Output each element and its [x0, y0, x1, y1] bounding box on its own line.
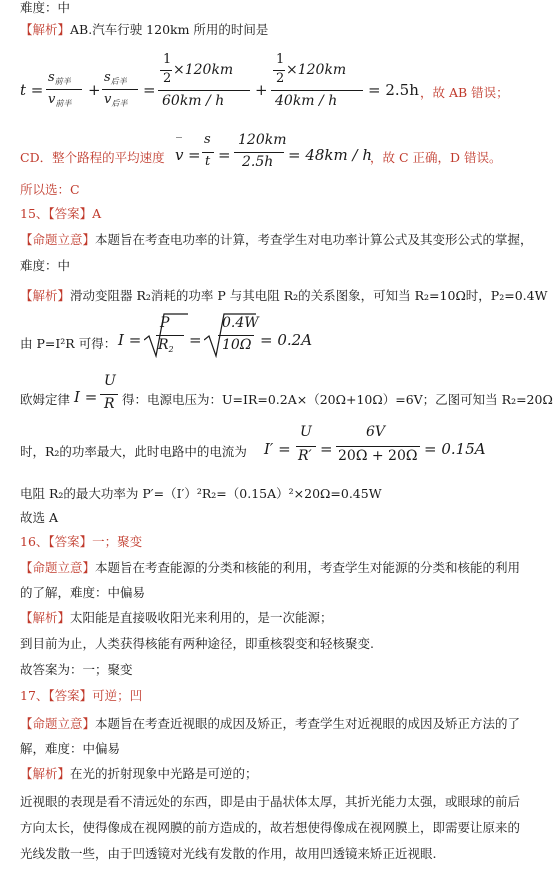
eq3-I: I =: [118, 331, 142, 349]
eq1-num2: ×120km: [286, 62, 347, 78]
eq3-result: = 0.2A: [260, 331, 313, 349]
eq1-plus: +: [88, 81, 101, 99]
eq1-half1-num: 1: [163, 52, 172, 67]
eq1-s2: $s_{后半}$: [104, 70, 127, 86]
eq2-eq1: =: [188, 146, 201, 164]
eq1-result: = 2.5h: [368, 81, 419, 99]
eq2-s: s: [204, 132, 211, 147]
eq1-bigfrac2-bar: [271, 90, 363, 91]
q16-intent-line: [20, 560, 520, 576]
eq1-half2-den: 2: [276, 71, 285, 86]
intent-tag: 【命题立意】: [20, 560, 96, 575]
q15-answer: 15、【答案】A: [20, 206, 102, 221]
eq2-result: = 48km / h: [288, 146, 372, 164]
eq3-den: 10Ω: [222, 337, 252, 353]
eq5-R: R′: [298, 448, 312, 464]
eq2-bar-accent: ‾: [176, 135, 182, 149]
analysis-text: 在光的折射现象中光路是可逆的；: [70, 766, 258, 781]
analysis-ab-line: [20, 22, 268, 38]
avg-speed-text: CD．整个路程的平均速度: [20, 150, 165, 165]
analysis-text: AB.汽车行驶 120km 所用的时间是: [70, 22, 269, 37]
eq5-eq: =: [320, 440, 333, 458]
q15-max-power: 电阻 R₂的最大功率为 P′=（I′）²R₂=（0.15A）²×20Ω=0.45W: [20, 486, 382, 501]
eq3-eq: =: [189, 331, 202, 349]
q16-intent-cont: 的了解，难度：中偏易: [20, 585, 146, 600]
eq5-I: I′ =: [264, 440, 291, 458]
eq2-tail: ，故 C 正确，D 错误。: [370, 150, 502, 165]
eq3-R2: $R_2$: [158, 337, 174, 354]
eq3-frac1-bar: [156, 335, 184, 336]
q17-analysis-4: 光线发散一些，由于凹透镜对光线有发散的作用，故用凹透镜来矫正近视眼.: [20, 846, 437, 861]
eq2-eq2: =: [218, 146, 231, 164]
eq5-den: 20Ω + 20Ω: [338, 448, 418, 464]
eq1-den2: 40km / h: [275, 93, 338, 109]
choice-line: 所以选：C: [20, 182, 80, 197]
eq5-U: U: [300, 424, 312, 440]
eq3-frac2-bar: [218, 335, 254, 336]
analysis-tag: 【解析】: [20, 288, 71, 303]
eq1-eq: =: [143, 81, 156, 99]
q17-analysis-3: 方向太长，使得像成在视网膜的前方造成的，故若想使得像成在视网膜上，即需要让原来的: [20, 820, 521, 835]
eq2-v: v: [175, 146, 184, 164]
max-current-prefix: 时，R₂的功率最大，此时电路中的电流为: [20, 444, 247, 459]
eq1-bigfrac1-bar: [158, 90, 250, 91]
q16-analysis-2: 到目前为止，人类获得核能有两种途径，即重核裂变和轻核聚变.: [20, 636, 374, 651]
q17-analysis-line: [20, 766, 258, 782]
intent-text: 本题旨在考查电功率的计算，考查学生对电功率计算公式及其变形公式的掌握，: [95, 232, 533, 247]
eq3-num: 0.4W: [222, 315, 259, 331]
analysis-text: 太阳能是直接吸收阳光来利用的，是一次能源；: [70, 610, 333, 625]
eq2-t: t: [205, 154, 211, 169]
eq4-U: U: [104, 373, 116, 389]
intent-tag: 【命题立意】: [20, 232, 96, 247]
analysis-tag: 【解析】: [20, 766, 71, 781]
eq1-frac1-bar: [46, 89, 82, 90]
eq1-half2-num: 1: [276, 52, 285, 67]
eq4-R: R: [104, 396, 115, 412]
eq1-v1: $v_{前半}$: [48, 92, 72, 108]
q17-answer: 17、【答案】可逆；凹: [20, 688, 143, 703]
intent-tag: 【命题立意】: [20, 716, 96, 731]
eq1-plus2: +: [255, 81, 268, 99]
ohm-suffix: 得：电源电压为：U=IR=0.2A×（20Ω+10Ω）=6V；乙图可知当 R₂=20Ω: [122, 392, 553, 407]
eq5-frac2-bar: [336, 446, 420, 447]
q15-intent-line: [20, 232, 533, 248]
eq5-frac1-bar: [296, 446, 316, 447]
q15-difficulty: 难度：中: [20, 258, 71, 273]
q15-analysis-line: [20, 288, 547, 304]
eq1-tail: ，故 AB 错误；: [420, 85, 509, 100]
eq1-frac2-bar: [102, 89, 138, 90]
eq1-half1-den: 2: [163, 71, 172, 86]
q15-choice: 故选 A: [20, 510, 59, 525]
eq1-num1: ×120km: [173, 62, 234, 78]
intent-text: 本题旨在考查能源的分类和核能的利用，考查学生对能源的分类和核能的利用: [95, 560, 521, 575]
analysis-text: 滑动变阻器 R₂消耗的功率 P 与其电阻 R₂的关系图象，可知当 R₂=10Ω时，P₂=0.4W: [70, 288, 548, 303]
eq2-den: 2.5h: [242, 154, 274, 170]
eq2-num: 120km: [238, 132, 287, 148]
q16-final: 故答案为：一；聚变: [20, 662, 133, 677]
eq3-prefix: 由 P=I²R 可得：: [20, 336, 117, 351]
eq1-den1: 60km / h: [162, 93, 225, 109]
q16-analysis-line: [20, 610, 333, 626]
eq1-t: t =: [20, 81, 44, 99]
analysis-tag: 【解析】: [20, 610, 71, 625]
q17-intent-cont: 解，难度：中偏易: [20, 741, 121, 756]
eq4-frac-bar: [100, 394, 118, 395]
q17-intent-line: [20, 716, 520, 732]
q17-analysis-2: 近视眼的表现是看不清远处的东西，即是由于晶状体太厚，其折光能力太强，或眼球的前后: [20, 794, 521, 809]
eq2-frac2-bar: [234, 152, 284, 153]
eq3-P: P: [160, 315, 170, 331]
eq4-I: I =: [74, 388, 98, 406]
eq2-frac1-bar: [202, 152, 214, 153]
eq5-result: = 0.15A: [424, 440, 486, 458]
eq5-num: 6V: [366, 424, 386, 440]
eq1-s1: $s_{前半}$: [48, 70, 71, 86]
eq1-v2: $v_{后半}$: [104, 92, 128, 108]
intent-text: 本题旨在考查近视眼的成因及矫正，考查学生对近视眼的成因及矫正方法的了: [95, 716, 521, 731]
analysis-tag: 【解析】: [20, 22, 71, 37]
q16-answer: 16、【答案】一；聚变: [20, 534, 143, 549]
difficulty-line: 难度：中: [20, 0, 71, 15]
ohm-prefix: 欧姆定律: [20, 392, 71, 407]
